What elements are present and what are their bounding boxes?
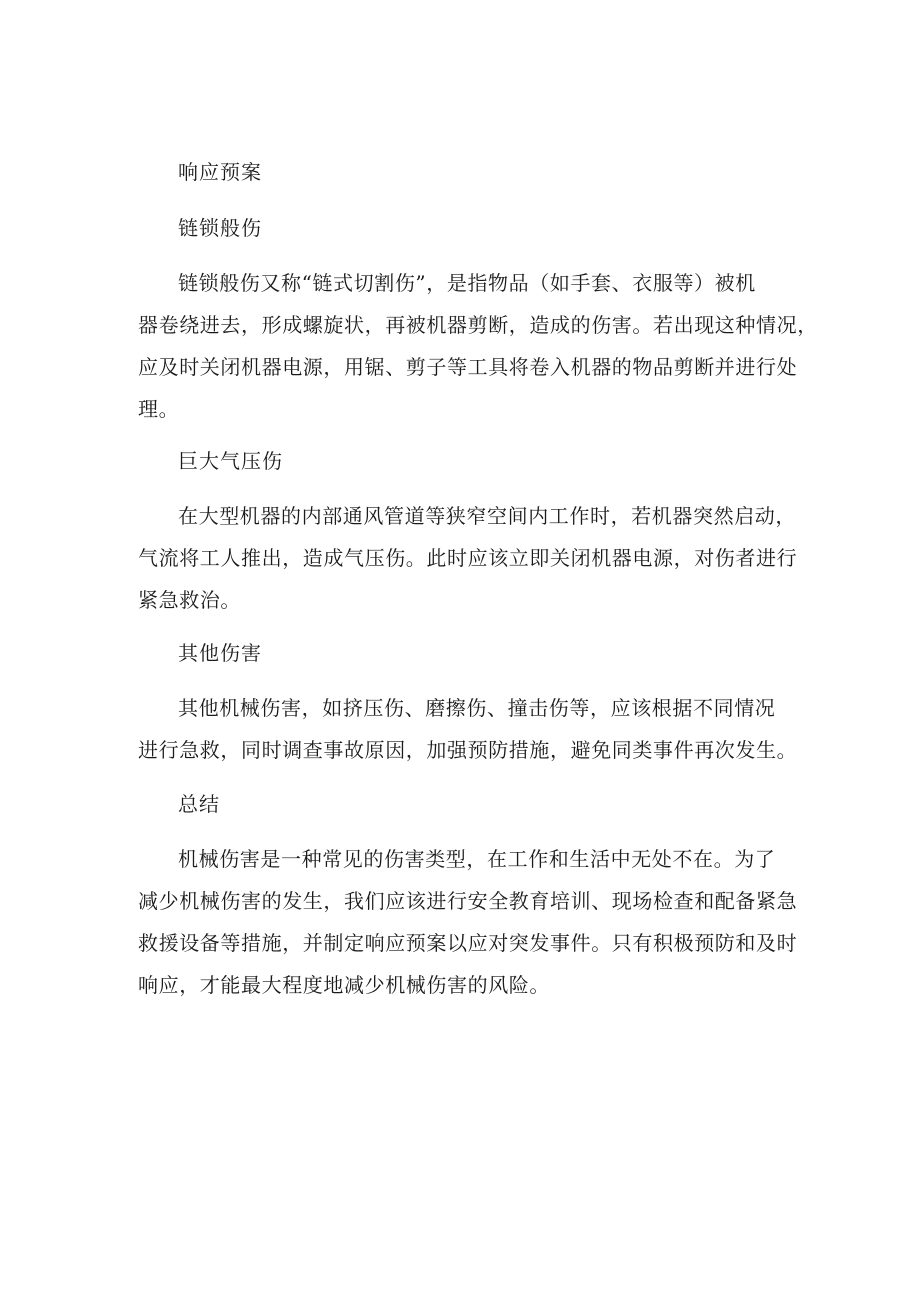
section-heading-response-plan: 响应预案 xyxy=(178,160,262,184)
paragraph-summary xyxy=(138,838,798,1006)
section-heading-chain-injury: 链锁般伤 xyxy=(178,216,262,240)
paragraph-line: 理。 xyxy=(138,397,180,421)
paragraph-line: 响应，才能最大程度地减少机械伤害的风险。 xyxy=(138,973,550,997)
section-heading-summary: 总结 xyxy=(178,792,220,816)
section-heading-air-pressure-injury: 巨大气压伤 xyxy=(178,449,283,473)
paragraph-other-injuries xyxy=(138,687,798,771)
paragraph-air-pressure-injury xyxy=(138,495,798,621)
paragraph-line: 链锁般伤又称“链式切割伤”，是指物品（如手套、衣服等）被机 xyxy=(178,271,756,295)
paragraph-line: 救援设备等措施，并制定响应预案以应对突发事件。只有积极预防和及时 xyxy=(138,931,798,955)
paragraph-line: 器卷绕进去，形成螺旋状，再被机器剪断，造成的伤害。若出现这种情况， xyxy=(138,313,818,337)
paragraph-line: 机械伤害是一种常见的伤害类型，在工作和生活中无处不在。为了 xyxy=(178,847,776,871)
paragraph-line: 应及时关闭机器电源，用锯、剪子等工具将卷入机器的物品剪断并进行处 xyxy=(138,355,798,379)
paragraph-line: 气流将工人推出，造成气压伤。此时应该立即关闭机器电源，对伤者进行 xyxy=(138,546,798,570)
paragraph-line: 进行急救，同时调查事故原因，加强预防措施，避免同类事件再次发生。 xyxy=(138,738,798,762)
paragraph-line: 紧急救治。 xyxy=(138,588,241,612)
paragraph-line: 减少机械伤害的发生，我们应该进行安全教育培训、现场检查和配备紧急 xyxy=(138,889,798,913)
paragraph-chain-injury xyxy=(138,262,818,430)
paragraph-line: 其他机械伤害，如挤压伤、磨擦伤、撞击伤等，应该根据不同情况 xyxy=(178,696,776,720)
paragraph-line: 在大型机器的内部通风管道等狭窄空间内工作时，若机器突然启动， xyxy=(178,504,796,528)
section-heading-other-injuries: 其他伤害 xyxy=(178,641,262,665)
